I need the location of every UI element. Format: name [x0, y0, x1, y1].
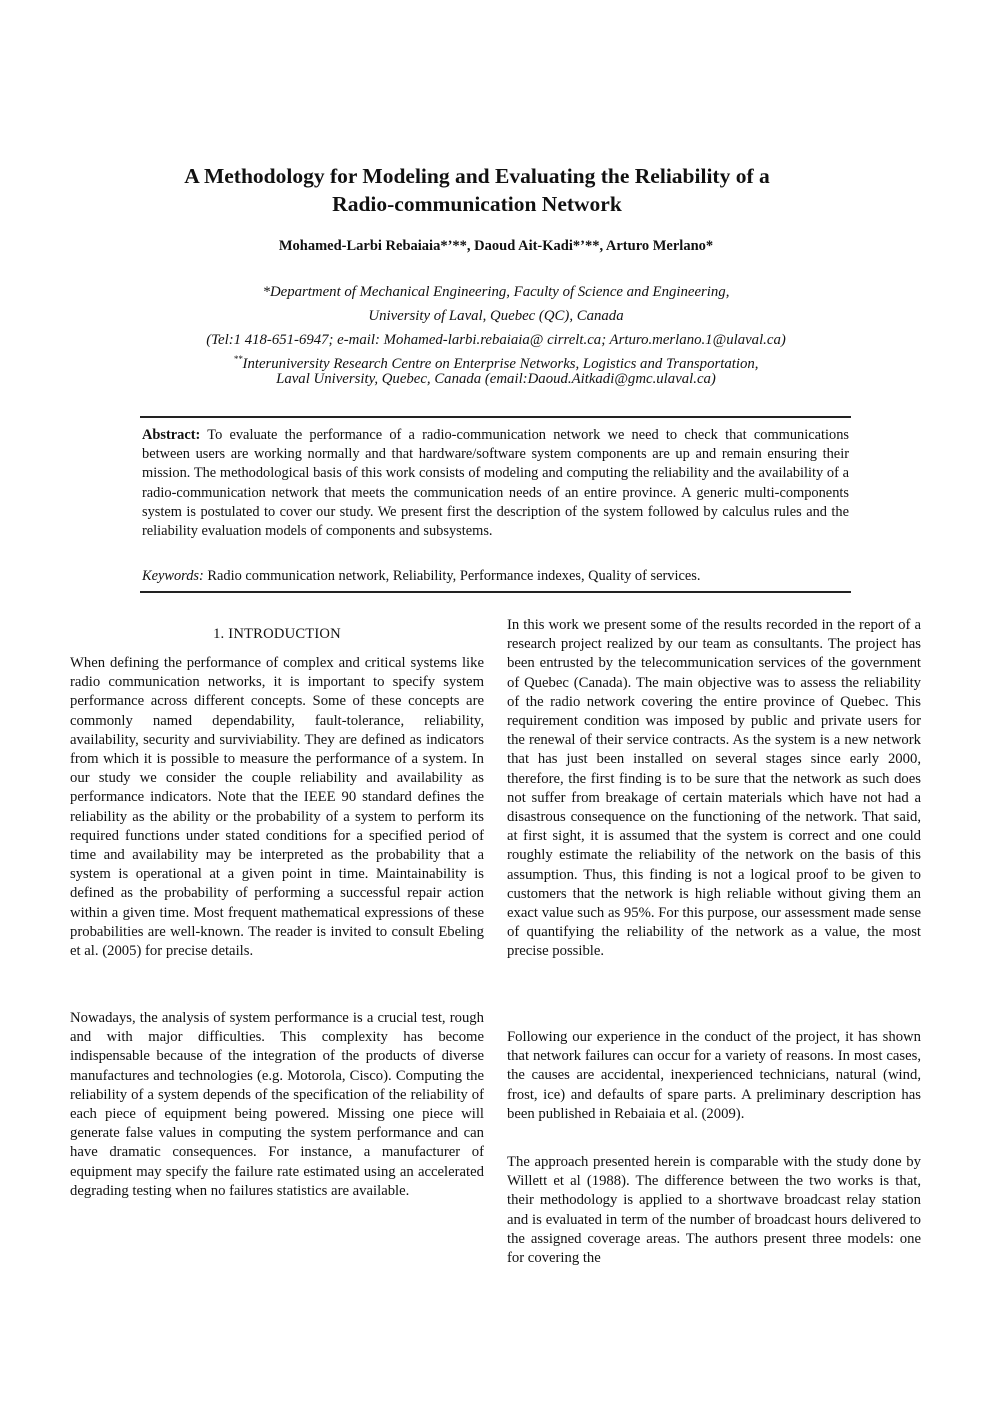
affiliation-2-mark: ** — [233, 354, 243, 364]
right-paragraph-2: Following our experience in the conduct of the project, it has shown that network failures can occur for a variety of reasons. In most cases, the causes are accidental, inexperienced technicians, natural (wind, frost, ice) and defaults of spare parts. A preliminary description has been published in Rebaiaia et al. (2009). — [507, 1029, 921, 1122]
title-line-1: A Methodology for Modeling and Evaluating the Reliability of a — [184, 164, 770, 188]
affiliation-1-line-1: *Department of Mechanical Engineering, Faculty of Science and Engineering, — [262, 284, 730, 300]
abstract-top-rule — [140, 416, 851, 418]
abstract — [142, 426, 849, 541]
keywords-label: Keywords: — [142, 568, 204, 584]
affiliation-2-line-2: Laval University, Quebec, Canada (email:Daoud.Aitkadi@gmc.ulaval.ca) — [276, 371, 716, 387]
abstract-label: Abstract: — [142, 427, 201, 443]
left-paragraph-1: When defining the performance of complex and critical systems like radio communication networks, it is important to specify system performance across different concepts. Some of these concepts are commonly named dependability, fault-tolerance, reliability, availability, security and surviviability. They are defined as indicators from which it is possible to measure the performance of a system. In our study we consider the couple reliability and availability as performance indicators. Note that the IEEE 90 standard defines the reliability as the ability or the probability of a system to perform its required functions under stated conditions for a specified period of time and availability may be interpreted as the probability that a system is operational at a given point in time. Maintainability is defined as the probability of performing a successful repair action within a given time. Most frequent mathematical expressions of these probabilities are well-known. The reader is invited to consult Ebeling et al. (2005) for precise details. — [70, 655, 484, 960]
right-paragraph-1: In this work we present some of the results recorded in the report of a research project realized by our team as consultants. The project has been entrusted by the telecommunication services of the government of Quebec (Canada). The main objective was to assess the reliability of the radio network covering the entire province of Quebec. This requirement condition was imposed by public and private users for the renewal of their service contracts. As the system is a new network that has just been installed on several stages since early 2000, therefore, the first finding is to be sure that the network as such does not suffer from breakage of certain materials which have not had a disastrous consequence on the functioning of the network. That said, at first sight, it is assumed that the system is correct and one could roughly estimate the reliability of the network on the basis of this assumption. Thus, this finding is not a logical proof to be given to customers that the network is high reliable without giving them an exact value such as 95%. For this purpose, our assessment made sense of quantifying the reliability of the network as a value, the most precise possible. — [507, 617, 921, 960]
left-paragraph-2: Nowadays, the analysis of system performance is a crucial test, rough and with major difficulties. This complexity has become indispensable because of the integration of the products of diverse manufactures and technologies (e.g. Motorola, Cisco). Computing the reliability of a system depends of the specification of the reliability of each piece of equipment being powered. Missing one piece will generate false values in computing the system performance and can have dramatic consequences. For instance, a manufacturer of equipment may specify the failure rate estimated using an accelerated degrading testing when no failures statistics are available. — [70, 1010, 484, 1199]
author-list: Mohamed-Larbi Rebaiaia*’**, Daoud Ait-Kadi*’**, Arturo Merlano* — [278, 238, 714, 254]
paper-title — [110, 162, 844, 218]
right-paragraph-3: The approach presented herein is comparable with the study done by Willett et al (1988). The difference between the two works is that, their methodology is applied to a shortwave broadcast relay station and is evaluated in term of the number of broadcast hours delivered to the assigned coverage areas. The authors present three models: one for covering the — [507, 1154, 921, 1267]
abstract-bottom-rule — [140, 591, 851, 593]
affiliation-1-line-3: (Tel:1 418-651-6947; e-mail: Mohamed-larbi.rebaiaia@ cirrelt.ca; Arturo.merlano.1@ulaval.ca) — [206, 332, 786, 348]
title-line-2: Radio-communication Network — [332, 192, 622, 216]
abstract-text: To evaluate the performance of a radio-communication network we need to check that communications between users are working normally and that hardware/software system components are up and remain ensuring their mission. The methodological basis of this work consists of modeling and computing the reliability and the availability of a radio-communication network that meets the communication needs of an entire province. A generic multi-components system is postulated to cover our study. We present first the description of the system followed by calculus rules and the reliability evaluation models of components and subsystems. — [142, 427, 849, 540]
keywords — [142, 567, 849, 586]
keywords-text: Radio communication network, Reliability, Performance indexes, Quality of services. — [203, 568, 701, 584]
affiliation-2-text: Interuniversity Research Centre on Enterprise Networks, Logistics and Transportation, — [242, 355, 759, 372]
affiliation-1-line-2: University of Laval, Quebec (QC), Canada — [368, 308, 624, 324]
section-heading-introduction: 1. INTRODUCTION — [213, 626, 341, 642]
